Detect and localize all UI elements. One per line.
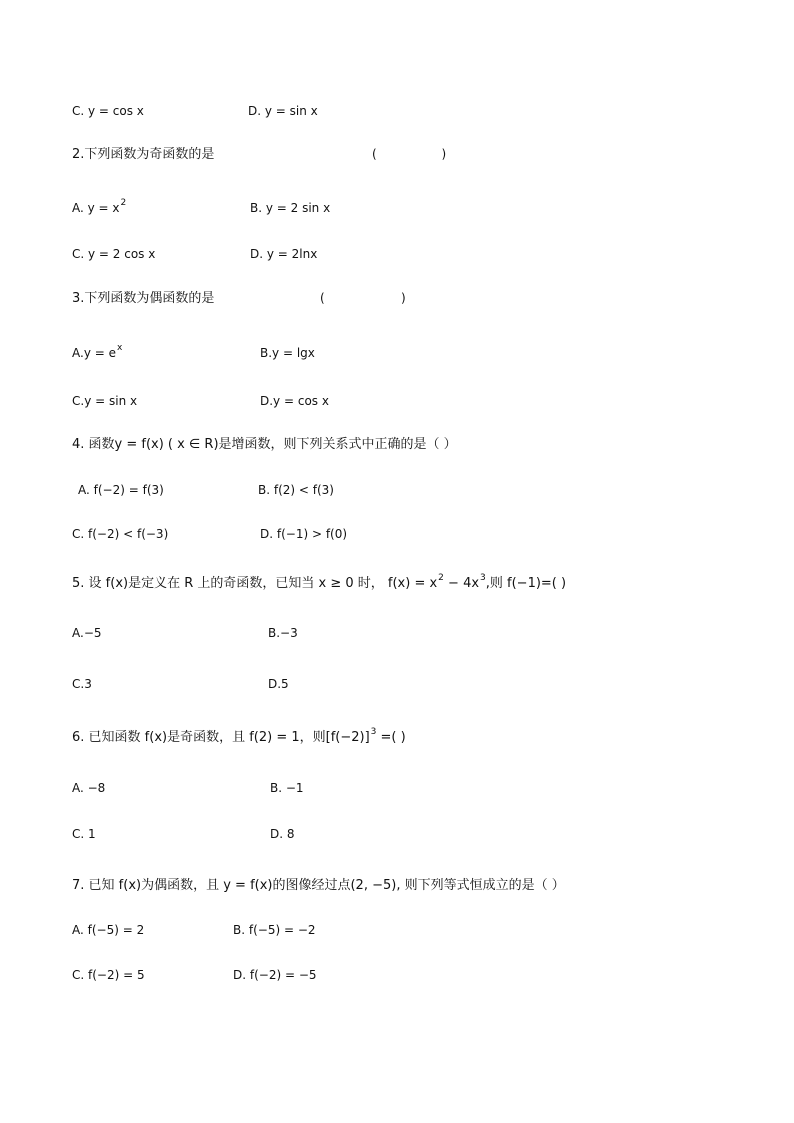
option-a-q3: [72, 345, 122, 363]
question-6-exponent: 3: [370, 727, 377, 737]
option-b-q6: B. −1: [270, 781, 304, 795]
question-3: 3.下列函数为偶函数的是: [72, 291, 215, 306]
option-d-q3: D.y = cos x: [260, 394, 329, 408]
answer-blank-q3: ( ): [320, 291, 406, 305]
option-d-q5: D.5: [268, 677, 289, 691]
option-c-q2: C. y = 2 cos x: [72, 247, 156, 261]
question-6-tail: =( ): [376, 730, 406, 745]
option-d-q6: D. 8: [270, 827, 295, 841]
option-c-q4: C. f(−2) < f(−3): [72, 527, 169, 541]
option-b-q2: B. y = 2 sin x: [250, 201, 331, 215]
option-d-q4: D. f(−1) > f(0): [260, 527, 348, 541]
option-b-q4: B. f(2) < f(3): [258, 483, 334, 497]
option-b-q3: B.y = lgx: [260, 346, 315, 360]
question-2: 2.下列函数为奇函数的是: [72, 147, 215, 162]
option-a-q3-base: A.y = e: [72, 346, 116, 360]
question-5-term: − 4x: [443, 576, 480, 591]
option-a-q3-exponent: x: [116, 343, 123, 353]
answer-blank-q2: ( ): [372, 147, 447, 161]
option-c-q7: C. f(−2) = 5: [72, 968, 145, 982]
option-b-q7: B. f(−5) = −2: [233, 923, 316, 937]
option-a-q7: A. f(−5) = 2: [72, 923, 145, 937]
question-5-exponent-1: 2: [438, 573, 444, 583]
option-a-q6: A. −8: [72, 781, 106, 795]
option-d-q7: D. f(−2) = −5: [233, 968, 317, 982]
option-c-q3: C.y = sin x: [72, 394, 138, 408]
option-d-q2: D. y = 2lnx: [250, 247, 318, 261]
option-c-q1: C. y = cos x: [72, 104, 144, 118]
option-a-q2-exponent: 2: [120, 198, 127, 208]
option-a-q2-base: A. y = x: [72, 201, 120, 215]
question-5-exponent-2: 3: [480, 573, 486, 583]
question-7: 7. 已知 f(x)为偶函数，且 y = f(x)的图像经过点(2, −5), 则下列等式恒成立的是（ ）: [72, 878, 565, 893]
question-6: [72, 727, 406, 747]
option-c-q6: C. 1: [72, 827, 96, 841]
option-d-q1: D. y = sin x: [248, 104, 318, 118]
question-5-stem: 5. 设 f(x)是定义在 R 上的奇函数，已知当 x ≥ 0 时， f(x) = x: [72, 576, 438, 591]
question-5-tail: ,则 f(−1)=( ): [485, 576, 567, 591]
question-6-stem: 6. 已知函数 f(x)是奇函数，且 f(2) = 1，则[f(−2)]: [72, 730, 370, 745]
option-a-q2: [72, 200, 126, 218]
question-4: 4. 函数y = f(x) ( x ∈ R)是增函数，则下列关系式中正确的是（ ）: [72, 437, 457, 452]
option-a-q5: A.−5: [72, 626, 102, 640]
option-b-q5: B.−3: [268, 626, 298, 640]
question-5: [72, 573, 567, 593]
option-c-q5: C.3: [72, 677, 92, 691]
option-a-q4: A. f(−2) = f(3): [78, 483, 164, 497]
